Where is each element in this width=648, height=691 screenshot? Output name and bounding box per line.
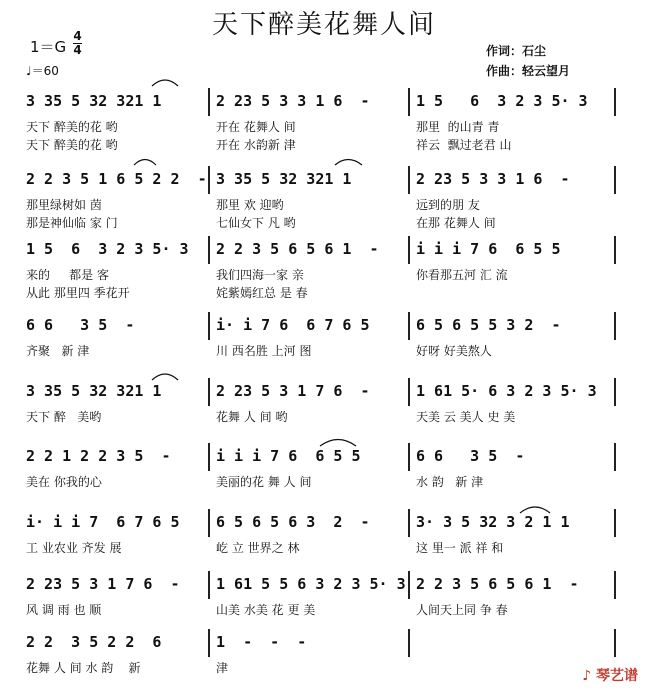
measure-notes: 6 5 6 5 5 3 2 - [416,316,561,334]
bar-line [408,166,410,194]
lyric-segment: 祥云 飘过老君 山 [416,138,512,152]
lyric-line-verse-1 [26,659,626,675]
bar-line [408,312,410,340]
lyric-segment: 川 西名胜 上河 图 [216,344,312,358]
bar-line [614,312,616,340]
lyric-segment: 人间天上同 争 春 [416,603,508,617]
measure-notes: 2 2 3 5 6 5 6 1 - [416,575,579,593]
bar-line [614,629,616,657]
lyric-segment: 来的 都是 客 [26,268,109,282]
lyric-segment: 齐聚 新 津 [26,344,90,358]
music-line [26,513,626,533]
bar-line [614,509,616,537]
lyric-line-verse-1 [26,473,626,489]
music-line [26,382,626,402]
bar-line [208,312,210,340]
lyric-segment: 姹紫嫣红总 是 春 [216,286,308,300]
bar-line [408,236,410,264]
bar-line [208,166,210,194]
lyric-segment: 那里 的山青 青 [416,120,500,134]
lyric-segment: 花舞 人 间 水 韵 新 [26,661,141,675]
lyric-segment: 天美 云 美人 史 美 [416,410,516,424]
lyricist-credit: 作词：石尘 [486,44,547,58]
bar-line [208,88,210,116]
lyric-segment: 风 调 雨 也 顺 [26,603,102,617]
bar-line [208,378,210,406]
watermark-mark: ♪ [582,668,592,684]
measure-notes: 1 61 5 5 6 3 2 3 5· 3 [216,575,406,593]
music-line [26,447,626,467]
measure-notes: i· i i 7 6 7 6 5 [26,513,180,531]
key-signature: 1＝G [30,38,67,56]
measure-notes: 3· 3 5 32 3 2 1 1 [416,513,570,531]
measure-notes: i i i 7 6 6 5 5 [416,240,561,258]
measure-notes: 2 2 3 5 1 6 5 2 2 - [26,170,207,188]
watermark-text: 琴艺谱 [596,668,638,684]
song-title: 天下醉美花舞人间 [211,10,436,40]
lyric-segment: 天下 醉美的花 哟 [26,120,118,134]
measure-notes: 3 35 5 32 321 1 [26,92,162,110]
bar-line [208,443,210,471]
lyric-segment: 开在 花舞人 间 [216,120,296,134]
lyric-segment: 从此 那里四 季花开 [26,286,130,300]
bar-line [408,378,410,406]
measure-notes: 1 5 6 3 2 3 5· 3 [416,92,588,110]
lyric-segment: 远到的朋 友 [416,198,480,212]
lyric-line-verse-1 [26,601,626,617]
lyric-line-verse-1 [26,539,626,555]
bar-line [408,88,410,116]
lyric-segment: 天下 醉 美哟 [26,410,102,424]
time-signature [73,30,82,57]
bar-line [208,236,210,264]
lyric-segment: 你看那五河 汇 流 [416,268,508,282]
lyric-segment: 七仙女下 凡 哟 [216,216,296,230]
bar-line [408,629,410,657]
lyric-line-verse-1 [26,196,626,212]
music-line [26,240,626,260]
lyric-segment: 山美 水美 花 更 美 [216,603,316,617]
lyric-line-verse-1 [26,408,626,424]
measure-notes: 2 23 5 3 1 7 6 - [216,382,370,400]
lyric-segment: 我们四海一家 亲 [216,268,304,282]
measure-notes: i i i 7 6 6 5 5 [216,447,361,465]
lyric-segment: 屹 立 世界之 林 [216,541,300,555]
time-signature-bottom: 4 [73,43,82,57]
bar-line [614,443,616,471]
watermark-logo [582,665,638,685]
measure-notes: 2 2 3 5 2 2 6 [26,633,162,651]
measure-notes: 2 2 1 2 2 3 5 - [26,447,171,465]
lyric-segment: 美在 你我的心 [26,475,102,489]
music-line [26,316,626,336]
lyric-segment: 天下 醉美的花 哟 [26,138,118,152]
lyric-segment: 水 韵 新 津 [416,475,484,489]
bar-line [614,378,616,406]
tempo-marking: ♩＝60 [26,64,59,78]
lyric-segment: 那里绿树如 茵 [26,198,102,212]
measure-notes: i· i 7 6 6 7 6 5 [216,316,370,334]
music-line [26,92,626,112]
measure-notes: 6 6 3 5 - [416,447,525,465]
bar-line [208,629,210,657]
lyric-segment: 津 [216,661,229,675]
bar-line [614,571,616,599]
lyric-line-verse-1 [26,342,626,358]
measure-notes: 2 23 5 3 3 1 6 - [416,170,570,188]
lyric-segment: 在那 花舞人 间 [416,216,496,230]
measure-notes: 1 61 5· 6 3 2 3 5· 3 [416,382,597,400]
composer-credit: 作曲：轻云望月 [486,64,571,78]
bar-line [408,571,410,599]
measure-notes: 3 35 5 32 321 1 [216,170,352,188]
lyric-segment: 好呀 好美熬人 [416,344,492,358]
bar-line [208,509,210,537]
lyric-line-verse-1 [26,118,626,134]
lyric-segment: 这 里一 派 祥 和 [416,541,504,555]
measure-notes: 2 23 5 3 3 1 6 - [216,92,370,110]
bar-line [408,443,410,471]
bar-line [614,166,616,194]
time-signature-top: 4 [73,29,82,43]
measure-notes: 1 5 6 3 2 3 5· 3 [26,240,189,258]
music-line [26,170,626,190]
lyric-line-verse-2 [26,136,626,152]
lyric-segment: 那是神仙临 家 门 [26,216,118,230]
measure-notes: 1 - - - [216,633,307,651]
lyric-segment: 美丽的花 舞 人 间 [216,475,312,489]
lyric-segment: 开在 水韵新 津 [216,138,296,152]
measure-notes: 2 2 3 5 6 5 6 1 - [216,240,379,258]
measure-notes: 3 35 5 32 321 1 [26,382,162,400]
measure-notes: 6 6 3 5 - [26,316,135,334]
lyric-line-verse-1 [26,266,626,282]
lyric-line-verse-2 [26,214,626,230]
bar-line [614,236,616,264]
lyric-segment: 花舞 人 间 哟 [216,410,288,424]
music-line [26,633,626,653]
lyric-segment: 那里 欢 迎哟 [216,198,284,212]
bar-line [208,571,210,599]
measure-notes: 2 23 5 3 1 7 6 - [26,575,180,593]
bar-line [408,509,410,537]
music-line [26,575,626,595]
lyric-line-verse-2 [26,284,626,300]
lyric-segment: 工 业农业 齐发 展 [26,541,122,555]
bar-line [614,88,616,116]
measure-notes: 6 5 6 5 6 3 2 - [216,513,370,531]
